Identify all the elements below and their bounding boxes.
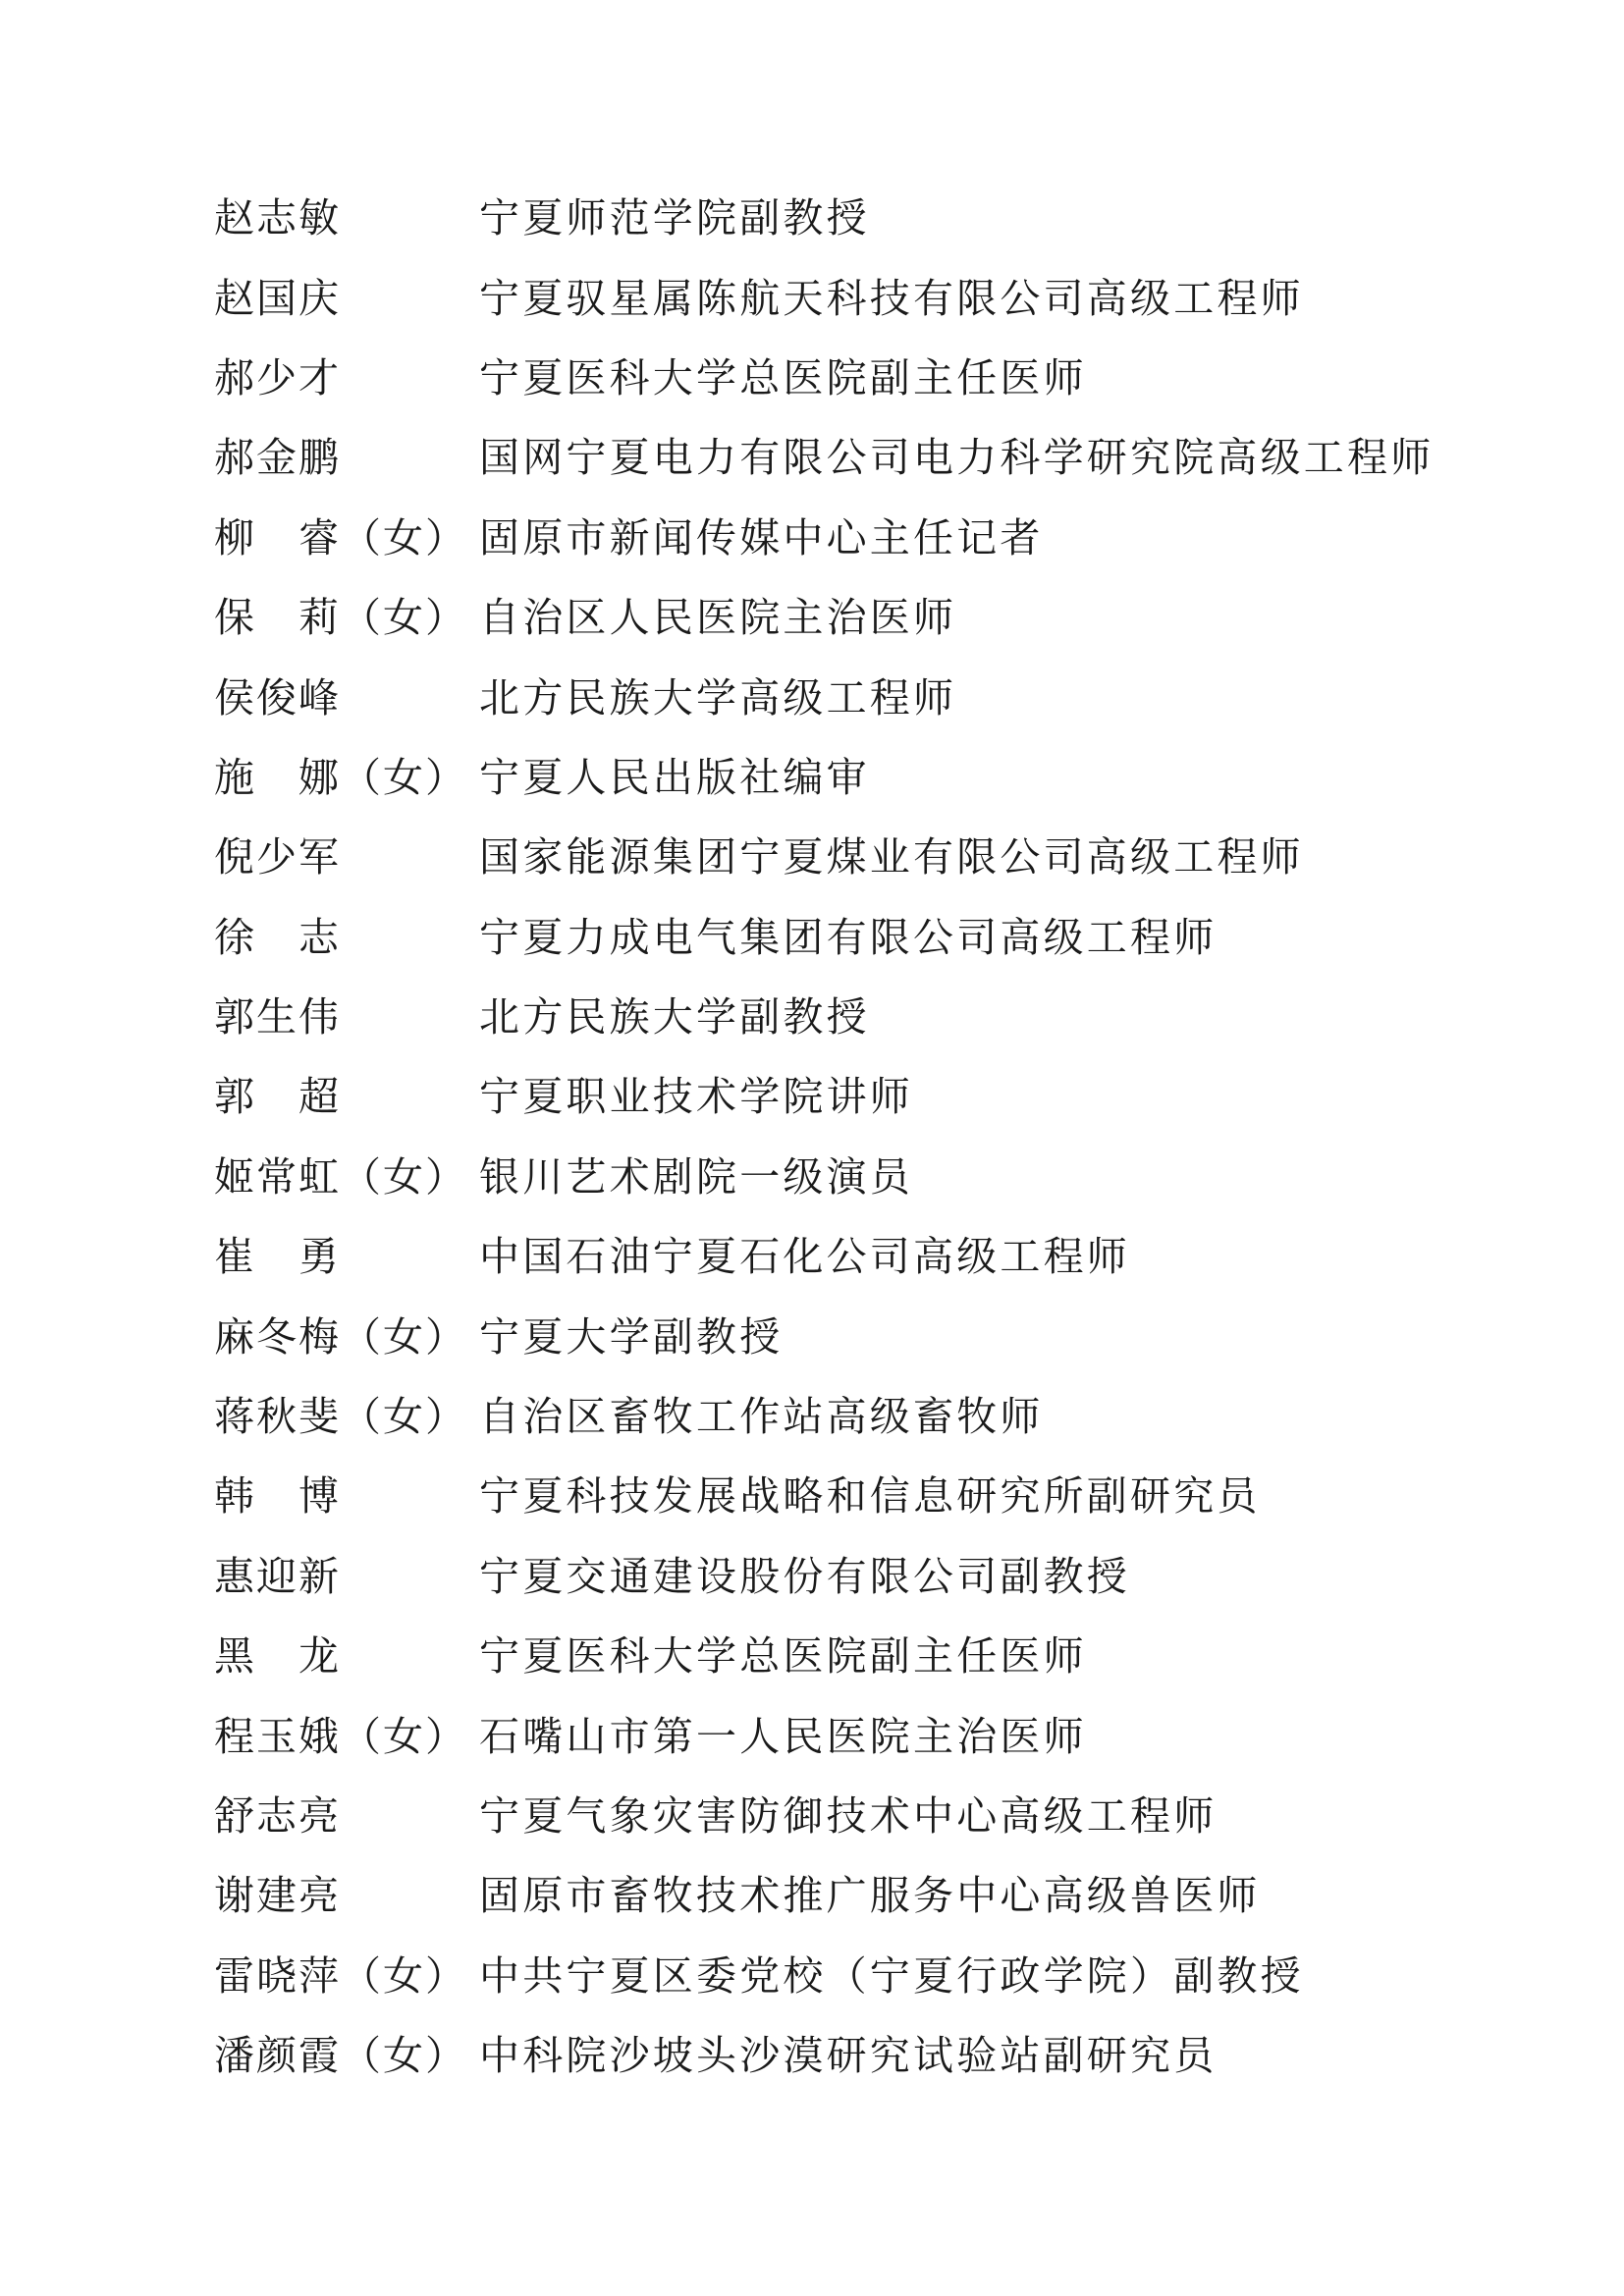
person-affiliation: 北方民族大学高级工程师 <box>479 673 957 721</box>
person-affiliation: 宁夏大学副教授 <box>479 1312 784 1361</box>
person-name: 倪少军 <box>214 833 341 881</box>
person-name: 侯俊峰 <box>214 673 341 721</box>
person-affiliation: 国家能源集团宁夏煤业有限公司高级工程师 <box>479 833 1304 881</box>
person-name: 郝金鹏 <box>214 434 341 482</box>
person-affiliation: 中科院沙坡头沙漠研究试验站副研究员 <box>479 2032 1218 2080</box>
list-item <box>214 1373 1510 1453</box>
person-affiliation: 宁夏职业技术学院讲师 <box>479 1073 913 1121</box>
list-item <box>214 1773 1510 1852</box>
list-item <box>214 175 1510 254</box>
person-affiliation: 固原市新闻传媒中心主任记者 <box>479 513 1044 561</box>
list-item <box>214 335 1510 414</box>
person-affiliation: 宁夏科技发展战略和信息研究所副研究员 <box>479 1472 1261 1521</box>
person-name: 麻冬梅（女） <box>214 1312 467 1361</box>
person-affiliation: 银川艺术剧院一级演员 <box>479 1152 913 1201</box>
person-name: 赵志敏 <box>214 194 341 242</box>
person-affiliation: 宁夏师范学院副教授 <box>479 194 870 242</box>
list-item <box>214 1692 1510 1772</box>
list-item <box>214 574 1510 654</box>
person-name: 韩 博 <box>214 1472 341 1521</box>
person-name: 保 莉（女） <box>214 594 467 642</box>
personnel-list <box>214 175 1510 2092</box>
person-affiliation: 石嘴山市第一人民医院主治医师 <box>479 1712 1087 1760</box>
person-affiliation: 北方民族大学副教授 <box>479 993 870 1041</box>
person-name: 柳 睿（女） <box>214 513 467 561</box>
list-item <box>214 974 1510 1053</box>
person-affiliation: 自治区人民医院主治医师 <box>479 594 957 642</box>
person-name: 郝少才 <box>214 353 341 401</box>
list-item <box>214 1453 1510 1532</box>
person-affiliation: 自治区畜牧工作站高级畜牧师 <box>479 1393 1044 1441</box>
person-affiliation: 宁夏人民出版社编审 <box>479 753 870 801</box>
person-affiliation: 宁夏气象灾害防御技术中心高级工程师 <box>479 1792 1218 1840</box>
list-item <box>214 1533 1510 1613</box>
list-item <box>214 814 1510 893</box>
list-item <box>214 894 1510 974</box>
person-affiliation: 固原市畜牧技术推广服务中心高级兽医师 <box>479 1872 1261 1920</box>
list-item <box>214 1213 1510 1293</box>
person-name: 赵国庆 <box>214 274 341 322</box>
person-name: 舒志亮 <box>214 1792 341 1840</box>
person-name: 潘颜霞（女） <box>214 2032 467 2080</box>
list-item <box>214 1933 1510 2012</box>
list-item <box>214 414 1510 494</box>
person-name: 徐 志 <box>214 913 341 961</box>
person-affiliation: 宁夏医科大学总医院副主任医师 <box>479 1632 1087 1681</box>
person-name: 郭生伟 <box>214 993 341 1041</box>
person-affiliation: 中共宁夏区委党校（宁夏行政学院）副教授 <box>479 1951 1304 2000</box>
person-affiliation: 宁夏医科大学总医院副主任医师 <box>479 353 1087 401</box>
person-name: 姬常虹（女） <box>214 1152 467 1201</box>
list-item <box>214 2012 1510 2092</box>
list-item <box>214 254 1510 334</box>
person-affiliation: 宁夏交通建设股份有限公司副教授 <box>479 1552 1130 1600</box>
person-affiliation: 中国石油宁夏石化公司高级工程师 <box>479 1233 1130 1281</box>
list-item <box>214 495 1510 574</box>
person-name: 施 娜（女） <box>214 753 467 801</box>
list-item <box>214 1053 1510 1133</box>
person-affiliation: 国网宁夏电力有限公司电力科学研究院高级工程师 <box>479 434 1435 482</box>
list-item <box>214 1293 1510 1372</box>
person-name: 程玉娥（女） <box>214 1712 467 1760</box>
person-affiliation: 宁夏力成电气集团有限公司高级工程师 <box>479 913 1218 961</box>
person-name: 蒋秋斐（女） <box>214 1393 467 1441</box>
list-item <box>214 1613 1510 1692</box>
list-item <box>214 734 1510 814</box>
list-item <box>214 1134 1510 1213</box>
person-affiliation: 宁夏驭星属陈航天科技有限公司高级工程师 <box>479 274 1304 322</box>
person-name: 谢建亮 <box>214 1872 341 1920</box>
person-name: 郭 超 <box>214 1073 341 1121</box>
list-item <box>214 654 1510 733</box>
list-item <box>214 1852 1510 1932</box>
person-name: 雷晓萍（女） <box>214 1951 467 2000</box>
person-name: 惠迎新 <box>214 1552 341 1600</box>
person-name: 黑 龙 <box>214 1632 341 1681</box>
person-name: 崔 勇 <box>214 1233 341 1281</box>
